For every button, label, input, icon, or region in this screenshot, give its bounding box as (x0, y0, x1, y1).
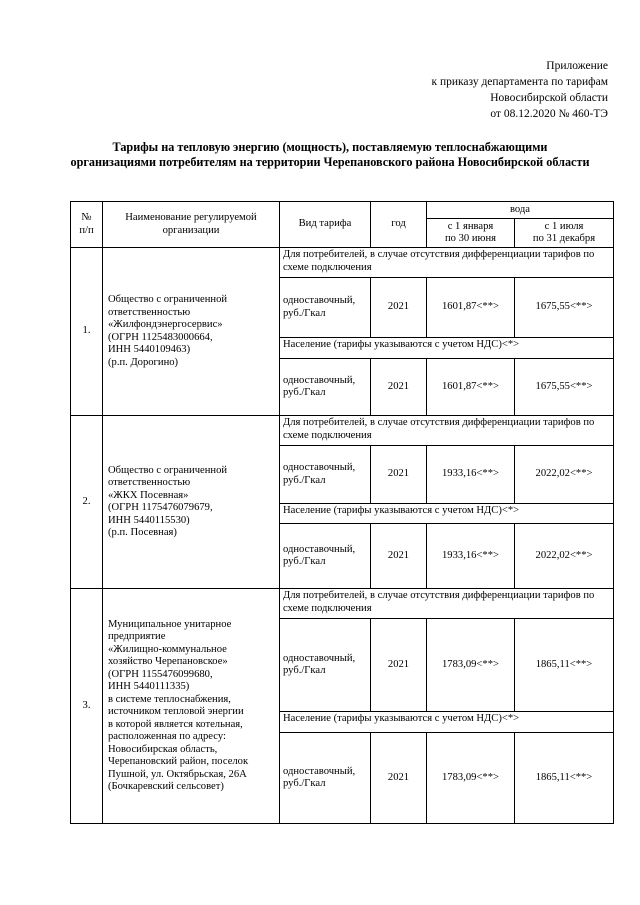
tariff-table (70, 201, 614, 824)
tariff-type: одноставочный, руб./Гкал (280, 359, 371, 416)
price-period1: 1933,16<**> (427, 446, 515, 504)
org-line: (ОГРН 1125483000664, (108, 331, 213, 343)
org-line: ИНН 5440109463) (108, 344, 191, 355)
org-line: ИНН 5440111335) (108, 681, 190, 692)
price-period1: 1601,87<**> (427, 359, 515, 416)
org-line: Общество с ограниченной (108, 294, 228, 305)
header-num-line2: п/п (79, 224, 94, 236)
appendix-line: к приказу департамента по тарифам (431, 76, 608, 88)
org-line: расположенная по адресу: (108, 731, 226, 742)
header-num (71, 202, 103, 248)
header-num-line1: № (81, 212, 92, 223)
tariff-year: 2021 (371, 619, 427, 712)
header-year: год (371, 202, 427, 248)
org-line: (ОГРН 1175476079679, (108, 502, 213, 513)
org-name (103, 416, 280, 589)
org-line: (ОГРН 1155476099680, (108, 668, 213, 680)
org-line: ответственностью (108, 477, 191, 488)
row-number: 2. (71, 416, 103, 589)
org-line: источником тепловой энергии (108, 706, 244, 717)
header-period2-line1: с 1 июля (544, 220, 584, 232)
tariff-type: одноставочный, руб./Гкал (280, 619, 371, 712)
population-note: Население (тарифы указываются с учетом НДС)<*> (280, 338, 614, 359)
header-row (71, 202, 614, 219)
org-line: хозяйство Черепановское» (108, 656, 228, 667)
tariff-type: одноставочный, руб./Гкал (280, 733, 371, 824)
price-period2: 1865,11<**> (515, 733, 614, 824)
appendix-line: от 08.12.2020 № 460-ТЭ (490, 108, 608, 120)
header-water: вода (427, 202, 614, 219)
org-line: ответственностью (108, 306, 191, 318)
org-line: ИНН 5440115530) (108, 514, 190, 526)
org-line: Общество с ограниченной (108, 464, 228, 476)
price-period2: 1865,11<**> (515, 619, 614, 712)
header-org: Наименование регулируемой организации (103, 202, 280, 248)
org-line: «Жилфондэнергосервис» (108, 319, 223, 330)
tariff-type: одноставочный, руб./Гкал (280, 524, 371, 589)
org-name (103, 589, 280, 824)
price-period2: 2022,02<**> (515, 524, 614, 589)
population-note: Население (тарифы указываются с учетом НДС)<*> (280, 504, 614, 524)
org-line: «Жилищно-коммунальное (108, 643, 227, 655)
document-title: Тарифы на тепловую энергию (мощность), поставляемую теплоснабжающими организациями потребителям на территории Черепановского района Новосибирской области (70, 140, 590, 169)
tariff-type: одноставочный, руб./Гкал (280, 446, 371, 504)
appendix-line: Новосибирской области (490, 92, 608, 104)
table-row (71, 416, 614, 446)
tariff-year: 2021 (371, 733, 427, 824)
price-period1: 1601,87<**> (427, 278, 515, 338)
header-period2-line2: по 31 декабря (532, 233, 596, 244)
price-period2: 2022,02<**> (515, 446, 614, 504)
consumer-note: Для потребителей, в случае отсутствия дифференциации тарифов по схеме подключения (280, 416, 614, 446)
org-line: Черепановский район, поселок (108, 756, 249, 767)
population-note: Население (тарифы указываются с учетом НДС)<*> (280, 712, 614, 733)
org-line: Муниципальное унитарное (108, 618, 232, 630)
consumer-note: Для потребителей, в случае отсутствия дифференциации тарифов по схеме подключения (280, 248, 614, 278)
header-period1-line2: по 30 июня (445, 233, 496, 244)
header-period1-line1: с 1 января (447, 220, 494, 232)
org-line: (р.п. Дорогино) (108, 356, 179, 368)
org-line: (Бочкаревский сельсовет) (108, 781, 224, 792)
org-name (103, 248, 280, 416)
org-line: «ЖКХ Посевная» (108, 489, 189, 501)
row-number: 3. (71, 589, 103, 824)
price-period1: 1933,16<**> (427, 524, 515, 589)
row-number: 1. (71, 248, 103, 416)
tariff-type: одноставочный, руб./Гкал (280, 278, 371, 338)
consumer-note: Для потребителей, в случае отсутствия дифференциации тарифов по схеме подключения (280, 589, 614, 619)
tariff-year: 2021 (371, 524, 427, 589)
price-period1: 1783,09<**> (427, 733, 515, 824)
table-row (71, 589, 614, 619)
table-row (71, 248, 614, 278)
org-line: в системе теплоснабжения, (108, 693, 231, 705)
tariff-year: 2021 (371, 359, 427, 416)
price-period2: 1675,55<**> (515, 359, 614, 416)
org-line: Новосибирская область, (108, 743, 218, 755)
header-period2 (515, 219, 614, 248)
org-line: предприятие (108, 631, 166, 642)
appendix-line: Приложение (546, 60, 608, 72)
price-period2: 1675,55<**> (515, 278, 614, 338)
tariff-year: 2021 (371, 278, 427, 338)
header-period1 (427, 219, 515, 248)
org-line: (р.п. Посевная) (108, 527, 177, 538)
tariff-year: 2021 (371, 446, 427, 504)
appendix-block (368, 58, 608, 122)
header-tariff-type: Вид тарифа (280, 202, 371, 248)
price-period1: 1783,09<**> (427, 619, 515, 712)
org-line: в которой является котельная, (108, 718, 243, 730)
org-line: Пушной, ул. Октябрьская, 26А (108, 768, 247, 780)
